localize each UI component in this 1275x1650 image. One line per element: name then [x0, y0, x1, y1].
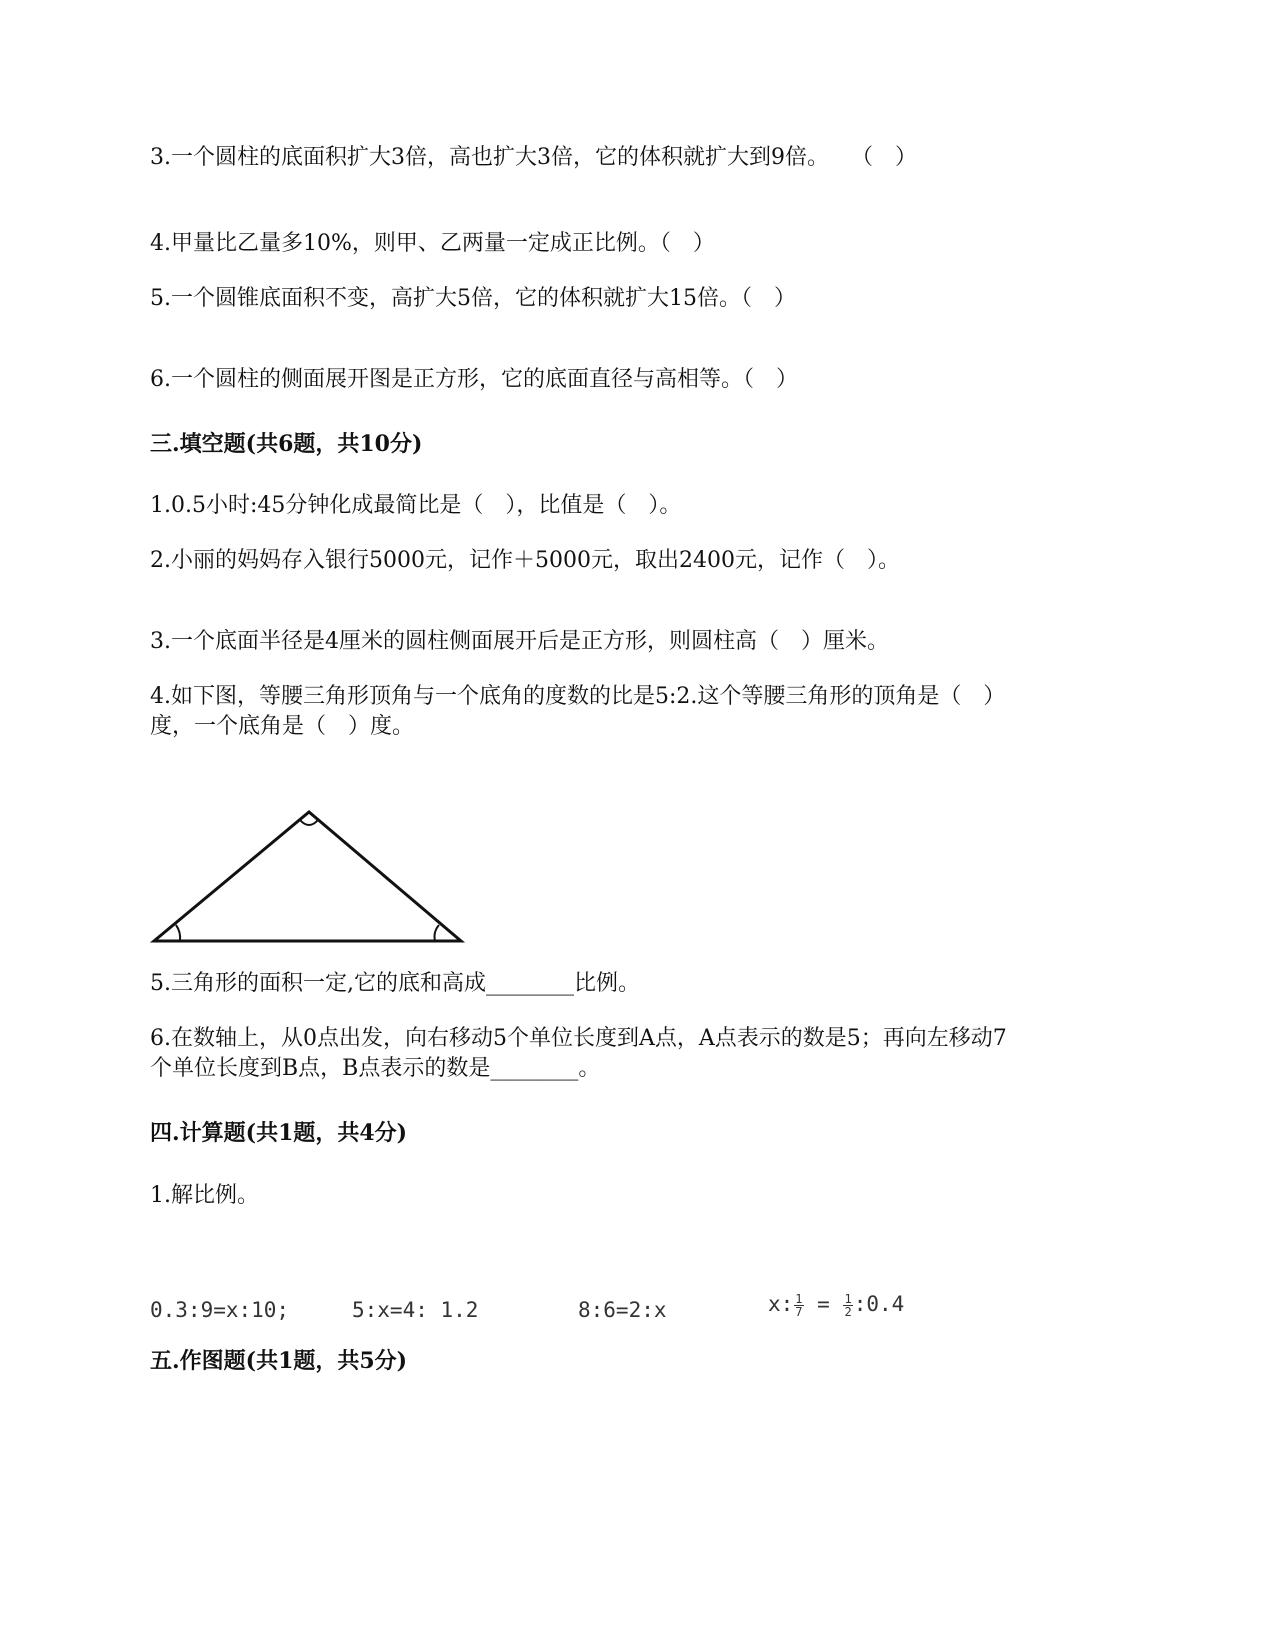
fill-blank-q6-line2: 个单位长度到B点，B点表示的数是________。 — [150, 1056, 601, 1081]
fraction-numerator: 1 — [795, 1291, 803, 1306]
equation-4-prefix: x: — [768, 1292, 794, 1316]
fill-blank-q2: 2.小丽的妈妈存入银行5000元，记作＋5000元，取出2400元，记作（ ）。 — [150, 548, 900, 573]
equation-4 — [768, 1292, 904, 1318]
equation-1: 0.3:9=x:10; — [150, 1298, 290, 1322]
equation-4-equals: = — [804, 1292, 843, 1316]
fill-blank-q1: 1.0.5小时:45分钟化成最简比是（ ），比值是（ ）。 — [150, 493, 682, 518]
fill-blank-q5: 5.三角形的面积一定,它的底和高成________比例。 — [150, 971, 640, 996]
fill-blank-q4-line1: 4.如下图，等腰三角形顶角与一个底角的度数的比是5:2.这个等腰三角形的顶角是（ ） — [150, 684, 1006, 709]
fill-blank-q6-line1: 6.在数轴上，从0点出发，向右移动5个单位长度到A点，A点表示的数是5；再向左移动7 — [150, 1026, 1007, 1051]
fill-blank-q3: 3.一个底面半径是4厘米的圆柱侧面展开后是正方形，则圆柱高（ ）厘米。 — [150, 629, 889, 654]
judgement-q5: 5.一个圆锥底面积不变，高扩大5倍，它的体积就扩大15倍。（ ） — [150, 286, 796, 311]
fraction-one-seventh — [794, 1293, 803, 1318]
fraction-numerator: 1 — [844, 1291, 852, 1306]
calculation-q1: 1.解比例。 — [150, 1183, 259, 1208]
section-heading-fill-blank: 三.填空题(共6题，共10分) — [150, 431, 423, 457]
judgement-q4: 4.甲量比乙量多10%，则甲、乙两量一定成正比例。（ ） — [150, 231, 715, 256]
fraction-denominator: 2 — [844, 1304, 852, 1319]
section-heading-calculation: 四.计算题(共1题，共4分) — [150, 1120, 408, 1146]
section-heading-drawing: 五.作图题(共1题，共5分) — [150, 1348, 408, 1374]
equation-4-suffix: :0.4 — [853, 1292, 905, 1316]
judgement-q6: 6.一个圆柱的侧面展开图是正方形，它的底面直径与高相等。（ ） — [150, 367, 798, 392]
equation-2: 5:x=4: 1.2 — [352, 1298, 479, 1322]
judgement-q3: 3.一个圆柱的底面积扩大3倍，高也扩大3倍，它的体积就扩大到9倍。 （ ） — [150, 145, 917, 170]
isosceles-triangle-figure — [148, 808, 468, 948]
fraction-one-half — [843, 1293, 852, 1318]
equation-3: 8:6=2:x — [578, 1298, 667, 1322]
fraction-denominator: 7 — [795, 1304, 803, 1319]
fill-blank-q4-line2: 度，一个底角是（ ）度。 — [150, 714, 415, 739]
